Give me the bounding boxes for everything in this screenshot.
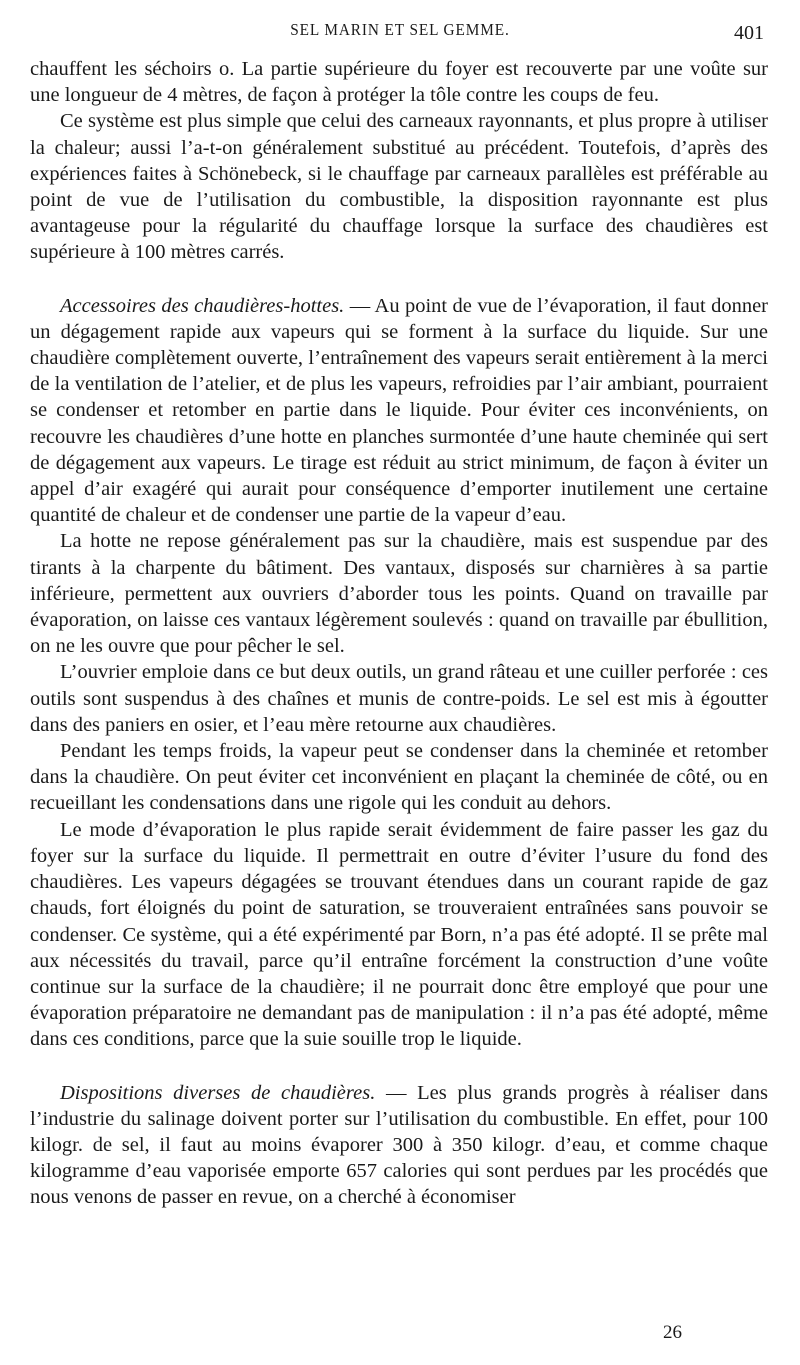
paragraph	[30, 528, 768, 659]
paragraph	[30, 659, 768, 738]
section-heading: Dispositions diverses de chaudières.	[60, 1081, 376, 1104]
paragraph	[30, 1080, 768, 1211]
paragraph-text: chauffent les séchoirs o. La partie supérieure du foyer est recouverte par une voûte sur une longueur de 4 mètres, de façon à protéger la tôle contre les coups de feu.	[30, 58, 768, 107]
paragraph	[30, 108, 768, 265]
section-heading: Accessoires des chaudières-hottes.	[60, 294, 345, 317]
paragraph-text: Pendant les temps froids, la vapeur peut se condenser dans la cheminée et retomber dans la chaudière. On peut éviter cet inconvénient en plaçant la cheminée de côté, ou en recueillant les condensations dans une rigole qui les conduit au dehors.	[30, 740, 768, 815]
paragraph-text: — Au point de vue de l’évaporation, il faut donner un dégagement rapide aux vapeurs qui se forment à la surface du liquide. Sur une chaudière complètement ouverte, l’entraînement des vapeurs serait entièrement à la merci de la ventilation de l’atelier, et de plus les vapeurs, refroidies par l’air ambiant, pourraient se condenser et retomber en partie dans le liquide. Pour éviter ces inconvénients, on recouvre les chaudières d’une hotte en planches surmontée d’une haute cheminée qui sert de dégagement aux vapeurs. Le tirage est réduit au strict minimum, de façon à éviter un appel d’air exagéré qui aurait pour conséquence d’emporter inutilement une certaine quantité de chaleur et de condenser une partie de la vapeur d’eau.	[30, 294, 768, 527]
paragraph-text: L’ouvrier emploie dans ce but deux outils, un grand râteau et une cuiller perforée : ces outils sont suspendus à des chaînes et munis de contre-poids. Le sel est mis à égoutter dans des paniers en osier, et l’eau mère retourne aux chaudières.	[30, 661, 768, 736]
paragraph-text: La hotte ne repose généralement pas sur la chaudière, mais est suspendue par des tirants à la charpente du bâtiment. Des vantaux, disposés sur charnières à sa partie inférieure, permettent aux ouvriers d’aborder tous les points. Quand on travaille par évaporation, on laisse ces vantaux légèrement soulevés : quand on travaille par ébullition, on ne les ouvre que pour pêcher le sel.	[30, 530, 768, 658]
paragraph-text: Le mode d’évaporation le plus rapide serait évidemment de faire passer les gaz du foyer sur la surface du liquide. Il permettrait en outre d’éviter l’usure du fond des chaudières. Les vapeurs dégagées se trouvant étendues dans un courant rapide de gaz chauds, fort éloignés du point de saturation, se trouveraient entraînées sans pouvoir se condenser. Ce système, qui a été expérimenté par Born, n’a pas été adopté. Il se prête mal aux nécessités du travail, parce qu’il entraîne forcément la construction d’une voûte continue sur la surface de la chaudière; il ne pourrait donc être employé que pour une évaporation préparatoire ne demandant pas de manipulation : il n’a pas été adopté, même dans ces conditions, parce que la suie souille trop le liquide.	[30, 818, 768, 1051]
paragraph	[30, 56, 768, 108]
paragraph-text: Ce système est plus simple que celui des carneaux rayonnants, et plus propre à utiliser la chaleur; aussi l’a-t-on généralement substitué au précédent. Toutefois, d’après des expériences faites à Schönebeck, si le chauffage par carneaux parallèles est préférable au point de vue de l’utilisation du combustible, la disposition rayonnante est plus avantageuse pour la régularité du chauffage lorsque la surface des chaudières est supérieure à 100 mètres carrés.	[30, 110, 768, 264]
running-title: SEL MARIN ET SEL GEMME.	[290, 20, 510, 39]
signature-mark: 26	[663, 1322, 682, 1343]
paragraph	[30, 293, 768, 529]
page-header	[0, 18, 800, 50]
page-number: 401	[734, 22, 764, 44]
paragraph-text: — Les plus grands progrès à réaliser dans l’industrie du salinage doivent porter sur l’utilisation du combustible. En effet, pour 100 kilogr. de sel, il faut au moins évaporer 300 à 350 kilogr. d’eau, et comme chaque kilogramme d’eau vaporisée emporte 657 calories qui sont perdues par les procédés que nous venons de passer en revue, on a cherché à économiser	[30, 1081, 769, 1209]
paragraph	[30, 738, 768, 817]
paragraph	[30, 817, 768, 1053]
page-body	[30, 56, 768, 1211]
